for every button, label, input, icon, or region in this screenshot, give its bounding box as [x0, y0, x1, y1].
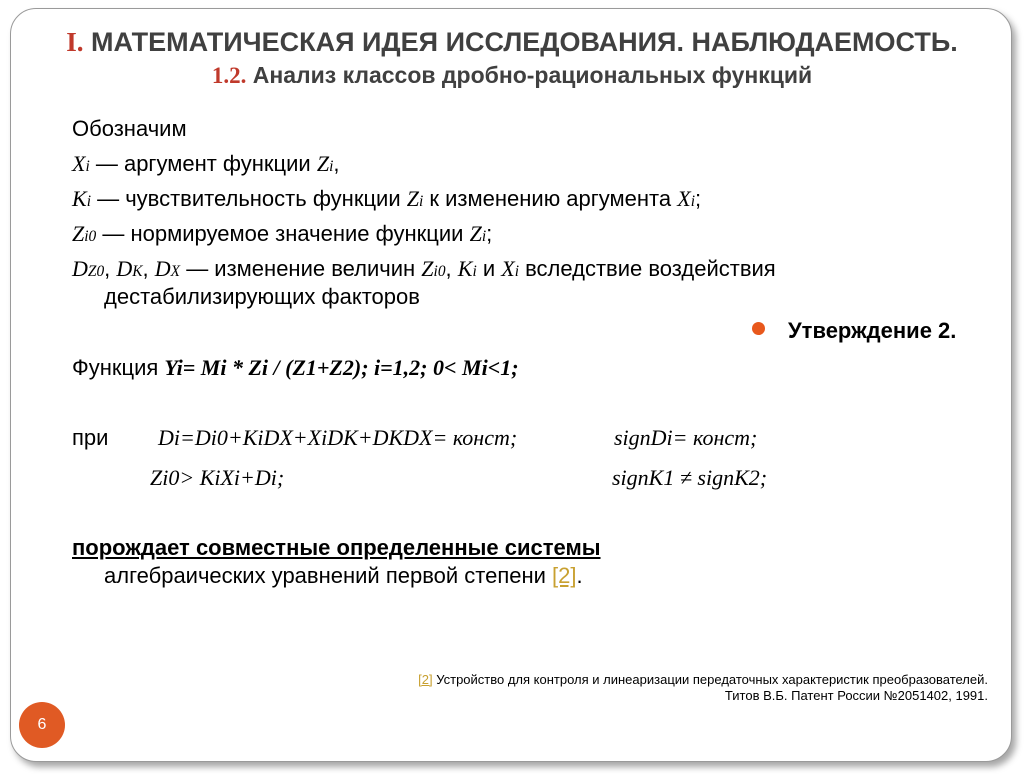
- definition-z: Zi0 — нормируемое значение функции Zi;: [72, 221, 493, 246]
- subtitle-text: Анализ классов дробно-рациональных функций: [246, 62, 813, 88]
- function-definition: Функция Yi= Mi * Zi / (Z1+Z2); i=1,2; 0< Mi<1;: [72, 355, 519, 380]
- condition-label: при: [72, 425, 109, 450]
- definition-k: Ki — чувствительность функции Zi к изменению аргумента Xi;: [72, 186, 702, 211]
- statement-bullet-icon: [752, 322, 765, 335]
- title-text: МАТЕМАТИЧЕСКАЯ ИДЕЯ ИССЛЕДОВАНИЯ. НАБЛЮДАЕМОСТЬ.: [83, 27, 958, 57]
- definition-d: DZ0, DK, DX — изменение величин Zi0, Ki и Xi вследствие воздействия: [72, 256, 776, 281]
- condition-1: Di=Di0+KiDX+XiDK+DKDX= конст;: [158, 425, 518, 450]
- function-formula: Yi= Mi * Zi / (Z1+Z2); i=1,2; 0< Mi<1;: [164, 355, 519, 380]
- subtitle-section-number: 1.2.: [211, 63, 247, 88]
- statement-label: Утверждение 2.: [788, 318, 957, 343]
- condition-3: Zi0> KiXi+Di;: [150, 465, 285, 490]
- page-number-badge: 6: [19, 702, 65, 748]
- title-section-number: I.: [66, 27, 84, 57]
- intro-text: Обозначим: [72, 116, 187, 141]
- definition-x: Xi — аргумент функции Zi,: [72, 151, 340, 176]
- definition-d-cont: дестабилизирующих факторов: [104, 284, 420, 309]
- footnote-ref-link[interactable]: [2]: [418, 672, 433, 687]
- reference-link[interactable]: [2]: [552, 563, 577, 588]
- conclusion-heading: порождает совместные определенные системы: [72, 535, 601, 560]
- condition-4: signK1 ≠ signK2;: [612, 465, 768, 490]
- footnote: [2] Устройство для контроля и линеаризации передаточных характеристик преобразователей. Титов В.Б. Патент России №2051402, 1991.: [418, 672, 988, 703]
- condition-2: signDi= конст;: [614, 425, 758, 450]
- slide-subtitle: [0, 62, 1024, 89]
- conclusion-text: алгебраических уравнений первой степени [2].: [104, 563, 583, 588]
- slide-title: [0, 27, 1024, 58]
